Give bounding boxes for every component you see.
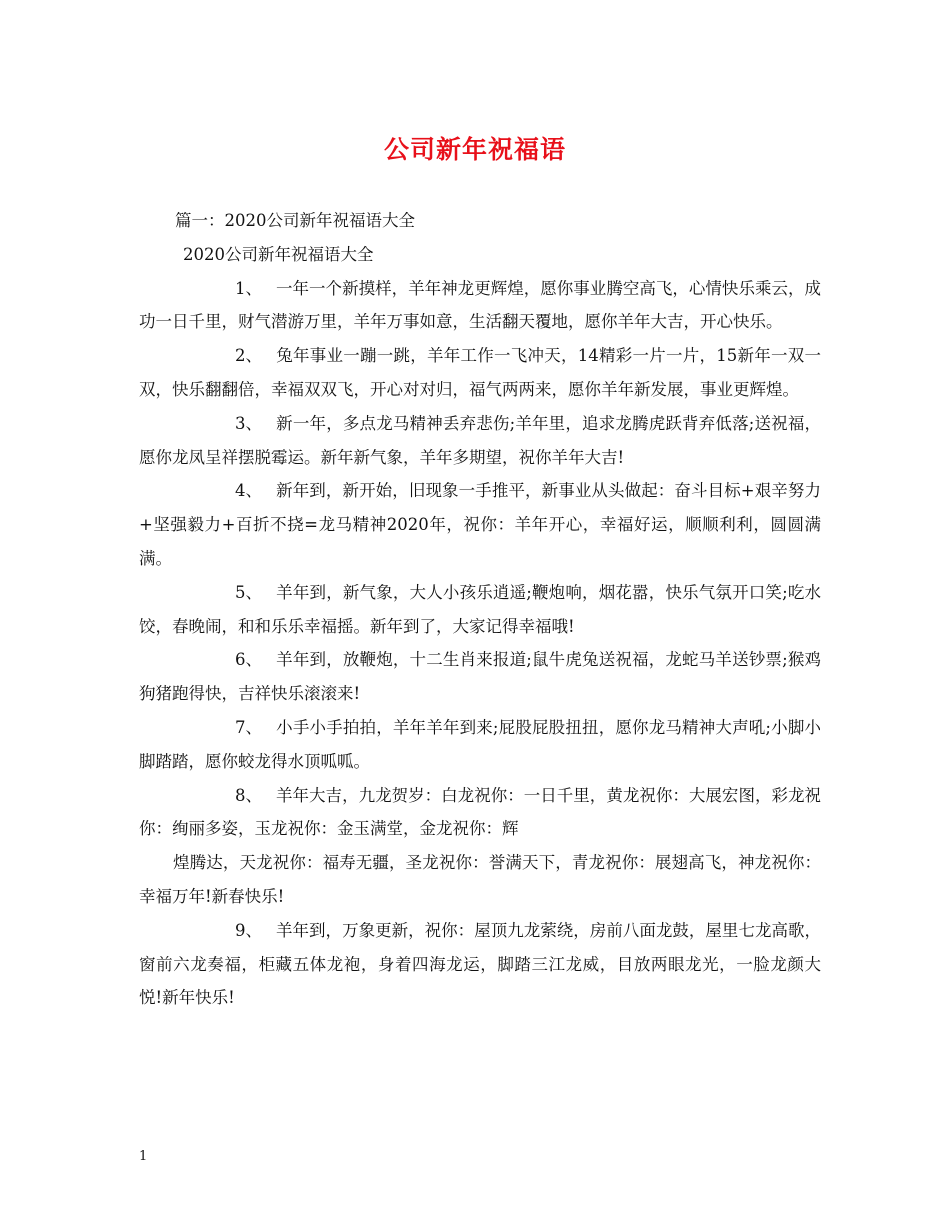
- subheading: 2020公司新年祝福语大全: [183, 244, 374, 264]
- item-text: 新一年，多点龙马精神丢弃悲伤;羊年里，追求龙腾虎跃背弃低落;送祝福，愿你龙凤呈祥摆脱霉运。新年新气象，羊年多期望，祝你羊年大吉!: [139, 413, 821, 467]
- item-text: 小手小手拍拍，羊年羊年到来;屁股屁股扭扭，愿你龙马精神大声吼;小脚小脚踏踏，愿你蛟龙得水顶呱呱。: [139, 717, 821, 771]
- item-number: 8、: [235, 785, 262, 805]
- item-text: 羊年大吉，九龙贺岁：白龙祝你：一日千里，黄龙祝你：大展宏图，彩龙祝你：绚丽多姿，玉龙祝你：金玉满堂，金龙祝你：辉: [139, 785, 821, 839]
- list-item: [139, 914, 821, 1015]
- item-text: 羊年到，放鞭炮，十二生肖来报道;鼠牛虎兔送祝福，龙蛇马羊送钞票;猴鸡狗猪跑得快，吉祥快乐滚滚来!: [139, 650, 821, 704]
- item-number: 2、: [235, 346, 262, 366]
- list-item: [139, 779, 821, 847]
- document-body: [139, 204, 821, 1015]
- item-text: 一年一个新摸样，羊年神龙更辉煌，愿你事业腾空高飞，心情快乐乘云，成功一日千里，财气潜游万里，羊年万事如意，生活翻天覆地，愿你羊年大吉，开心快乐。: [139, 278, 821, 332]
- list-item: [139, 272, 821, 340]
- item-text: 新年到，新开始，旧现象一手推平，新事业从头做起：奋斗目标+艰辛努力+坚强毅力+百折不挠=龙马精神2020年，祝你：羊年开心，幸福好运，顺顺利利，圆圆满满。: [139, 481, 821, 568]
- list-item: [139, 643, 821, 711]
- continuation-paragraph: 煌腾达，天龙祝你：福寿无疆，圣龙祝你：誉满天下，青龙祝你：展翅高飞，神龙祝你：幸福万年!新春快乐!: [139, 853, 821, 906]
- list-item: [139, 711, 821, 779]
- item-text: 兔年事业一蹦一跳，羊年工作一飞冲天，14精彩一片一片，15新年一双一双，快乐翻翻倍，幸福双双飞，开心对对归，福气两两来，愿你羊年新发展，事业更辉煌。: [139, 346, 821, 399]
- item-number: 5、: [235, 582, 262, 602]
- list-item: [139, 474, 821, 575]
- item-number: 7、: [235, 717, 262, 737]
- item-number: 3、: [235, 413, 262, 433]
- list-item: [139, 576, 821, 644]
- item-text: 羊年到，万象更新，祝你：屋顶九龙萦绕，房前八面龙鼓，屋里七龙高歌，窗前六龙奏福，柜藏五体龙袍，身着四海龙运，脚踏三江龙威，目放两眼龙光，一脸龙颜大悦!新年快乐!: [139, 920, 821, 1008]
- document-title: 公司新年祝福语: [383, 135, 566, 164]
- page-number: 1: [139, 1149, 148, 1164]
- section-heading: 篇一：2020公司新年祝福语大全: [175, 211, 415, 230]
- item-number: 6、: [235, 650, 262, 670]
- list-item: [139, 339, 821, 407]
- item-number: 1、: [235, 278, 262, 298]
- list-item: [139, 407, 821, 475]
- item-text: 羊年到，新气象，大人小孩乐逍遥;鞭炮响，烟花嚣，快乐气氛开口笑;吃水饺，春晚闹，和和乐乐幸福摇。新年到了，大家记得幸福哦!: [139, 582, 821, 636]
- item-number: 4、: [235, 481, 262, 501]
- item-number: 9、: [235, 920, 262, 940]
